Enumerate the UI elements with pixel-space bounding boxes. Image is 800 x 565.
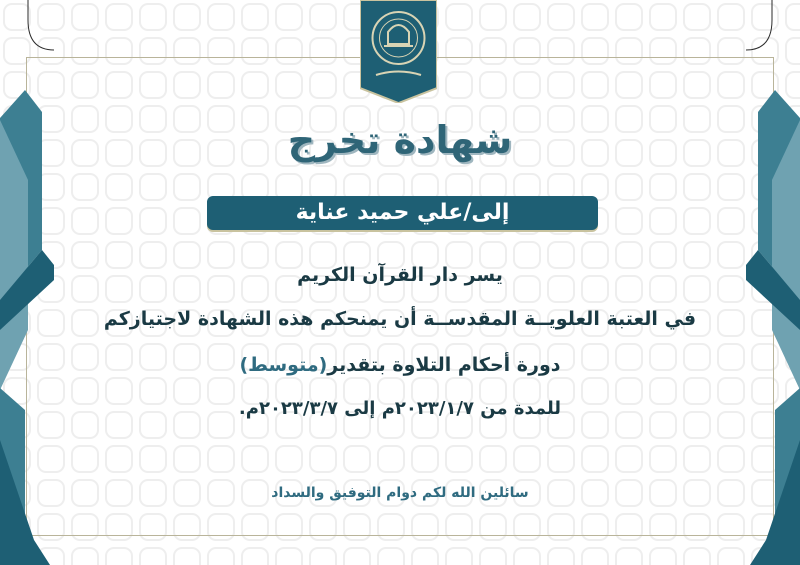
left-top-flourish <box>26 0 56 60</box>
recipient-name: إلى/علي حميد عناية <box>295 200 510 225</box>
body-line-3 <box>0 354 800 376</box>
emblem-logo <box>360 0 437 103</box>
closing-text: سائلين الله لكم دوام التوفيق والسداد <box>271 485 529 501</box>
right-top-flourish <box>744 0 774 60</box>
body-line-4-dates: للمدة من ٢٠٢٣/١/٧م إلى ٢٠٢٣/٣/٧م. <box>238 398 562 419</box>
grade-text: (متوسط) <box>239 354 328 376</box>
certificate-title: شهادة تخرج <box>287 118 513 162</box>
course-text: دورة أحكام التلاوة بتقدير <box>327 354 561 376</box>
body-line-1: يسر دار القرآن الكريم <box>297 264 503 286</box>
body-line-2: في العتبة العلويــة المقدســة أن يمنحكم هذه الشهادة لاجتيازكم <box>103 308 697 330</box>
recipient-banner <box>207 196 598 230</box>
